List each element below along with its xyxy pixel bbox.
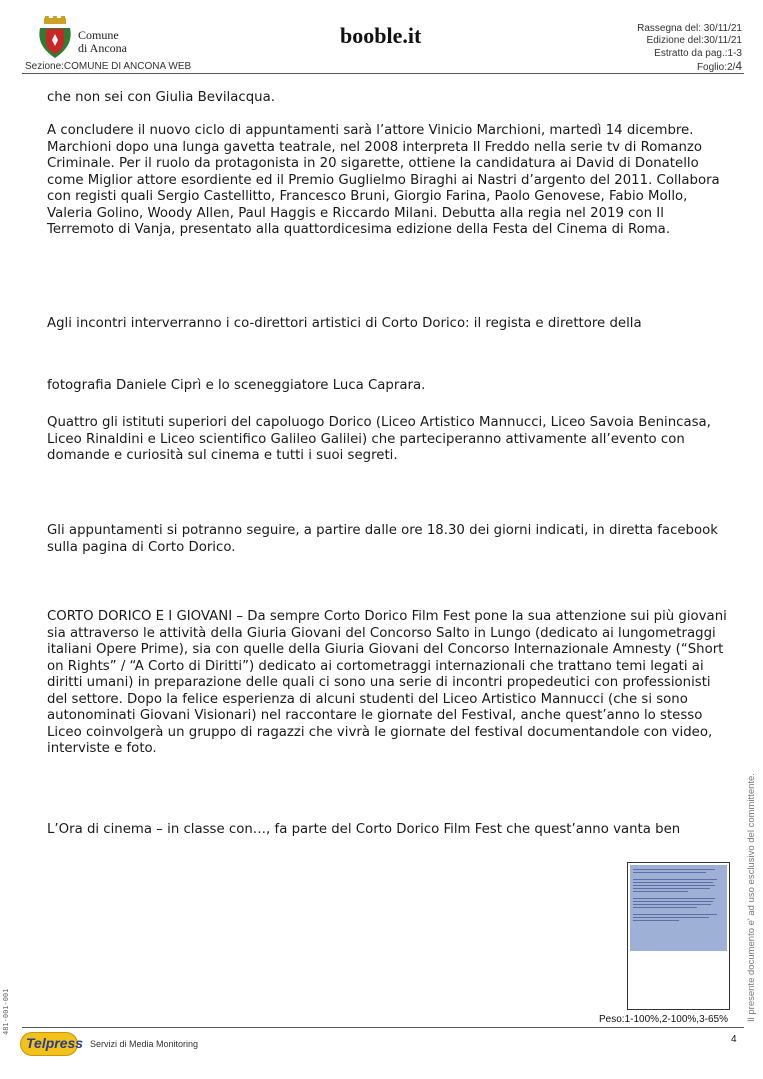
usage-disclaimer [746, 773, 760, 1022]
article-paragraph-4: fotografia Daniele Ciprì e lo sceneggiatore Luca Caprara. [47, 378, 426, 393]
page-thumbnail [627, 862, 730, 1010]
press-clipping-header [22, 12, 744, 74]
estratto-pages: Estratto da pag.:1-3 [654, 47, 742, 59]
footer-divider [22, 1027, 744, 1028]
rassegna-date: Rassegna del: 30/11/21 [637, 23, 742, 34]
peso-label: Peso:1-100%,2-100%,3-65% [599, 1014, 728, 1025]
foglio-total: 4 [735, 58, 742, 73]
telpress-logo [20, 1032, 84, 1056]
document-code [2, 975, 16, 1035]
article-paragraph-6: Gli appuntamenti si potranno seguire, a partire dalle ore 18.30 dei giorni indicati, in diretta facebook sulla pagina di Corto Dorico. [47, 523, 718, 555]
thumbnail-highlight [630, 865, 727, 951]
ancona-crest-icon [38, 16, 72, 60]
article-paragraph-7: CORTO DORICO E I GIOVANI – Da sempre Corto Dorico Film Fest pone la sua attenzione sui più giovani sia attraverso le attività della Giuria Giovani del Concorso Salto in Lungo (dedicato ai lungometraggi italiani Opere Prime), sia con quelle della Giuria Giovani del Concorso Internazionale Amnesty (“Short on Rights” / “A Corto di Diritti”) dedicato ai cortometraggi internazionali che trattano temi legati ai diritti umani) in preparazione delle quali ci sono una serie di incontri propedeutici con professionisti del settore. Dopo la felice esperienza di alcuni studenti del Liceo Artistico Mannucci (che si sono autonominati Giovani Visionari) nel raccontare le giornate del Festival, anche quest’anno lo stesso Liceo coinvolgerà un gruppo di ragazzi che vivrà le giornate del festival documentandole con video, interviste e foto. [47, 609, 727, 756]
footer-tagline: Servizi di Media Monitoring [90, 1039, 199, 1049]
foglio-label: Foglio:2/ [696, 61, 736, 73]
article-paragraph-5: Quattro gli istituti superiori del capoluogo Dorico (Liceo Artistico Mannucci, Liceo Savoia Benincasa, Liceo Rinaldini e Liceo scientifico Galileo Galilei) che parteciperanno attivamente all’evento con domande e curiosità sul cinema e tutti i suoi segreti. [47, 415, 711, 463]
telpress-logo-text: Telpress [26, 1035, 84, 1051]
article-paragraph-2: A concludere il nuovo ciclo di appuntamenti sarà l’attore Vinicio Marchioni, martedì 14 dicembre. Marchioni dopo una lunga gavetta teatrale, nel 2008 interpreta Il Freddo nella serie tv di Romanzo Criminale. Per il ruolo da protagonista in 20 sigarette, ottiene la candidatura ai David di Donatello come Miglior attore esordiente ed il Premio Guglielmo Biraghi ai Nastri d’argento del 2011. Collabora con registi quali Sergio Castellitto, Francesco Bruni, Giorgio Farina, Paolo Genovese, Fabio Mollo, Valeria Golino, Woody Allen, Paul Haggis e Riccardo Milani. Debutta alla regia nel 2019 con Il Terremoto di Vanja, presentato alla quattordicesima edizione della Festa del Cinema di Roma. [47, 123, 720, 237]
edizione-date: Edizione del:30/11/21 [646, 35, 742, 47]
document-code-text: 481-001-001 [2, 988, 10, 1035]
header-divider [22, 73, 744, 74]
section-label: Sezione:COMUNE DI ANCONA WEB [25, 61, 192, 72]
article-paragraph-3: Agli incontri interverranno i co-direttori artistici di Corto Dorico: il regista e direttore della [47, 316, 642, 331]
article-paragraph-1: che non sei con Giulia Bevilacqua. [47, 90, 275, 105]
comune-line1: Comune [78, 28, 119, 42]
clipping-meta [637, 23, 742, 74]
article-paragraph-8: L’Ora di cinema – in classe con…, fa parte del Corto Dorico Film Fest che quest’anno vanta ben [47, 822, 681, 837]
page-number: 4 [731, 1034, 737, 1045]
comune-di-ancona-label [78, 29, 127, 55]
publication-title: booble.it [340, 23, 422, 48]
comune-line2: di Ancona [78, 41, 127, 55]
usage-disclaimer-text: Il presente documento e' ad uso esclusivo del committente. [746, 773, 757, 1022]
